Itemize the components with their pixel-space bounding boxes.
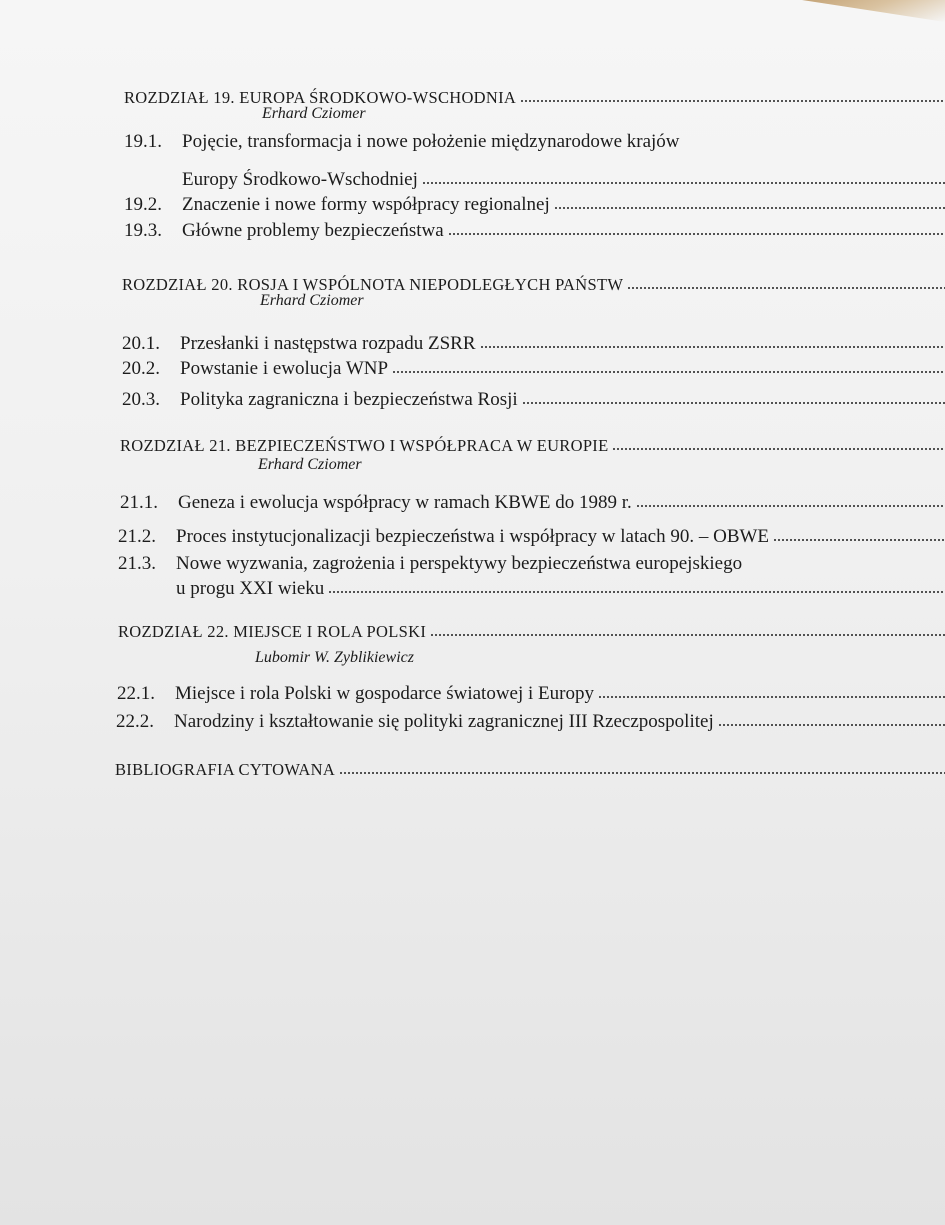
bibliography-heading [115, 760, 945, 780]
section-title: Powstanie i ewolucja WNP [180, 358, 389, 379]
leader-dots [328, 590, 945, 594]
chapter-heading [120, 436, 945, 456]
section-number: 21.3. [118, 553, 156, 574]
chapter-heading [122, 275, 945, 295]
leader-dots [430, 633, 945, 637]
chapter-author: Lubomir W. Zyblikiewicz [255, 649, 414, 666]
leader-dots [718, 723, 945, 727]
toc-entry [176, 578, 945, 600]
leader-dots [773, 538, 945, 542]
chapter-title: ROZDZIAŁ 19. EUROPA ŚRODKOWO-WSCHODNIA [124, 88, 517, 107]
leader-dots [480, 345, 945, 349]
section-number: 19.3. [124, 220, 162, 241]
section-number: 22.2. [116, 711, 154, 732]
section-title: Przesłanki i następstwa rozpadu ZSRR [180, 333, 476, 354]
toc-entry [120, 492, 945, 514]
page-corner-edge [725, 0, 945, 22]
section-title-line: Nowe wyzwania, zagrożenia i perspektywy bezpieczeństwa europejskiego [176, 553, 743, 574]
leader-dots [636, 504, 945, 508]
section-title: Główne problemy bezpieczeństwa [182, 220, 444, 241]
chapter-title: ROZDZIAŁ 20. ROSJA I WSPÓLNOTA NIEPODLEGŁYCH PAŃSTW [122, 275, 624, 294]
chapter-title: ROZDZIAŁ 22. MIEJSCE I ROLA POLSKI [118, 622, 427, 641]
section-number: 22.1. [117, 683, 155, 704]
section-title: Znaczenie i nowe formy współpracy regionalnej [182, 194, 550, 215]
toc-entry [116, 711, 945, 733]
section-number: 20.3. [122, 389, 160, 410]
chapter-author: Erhard Cziomer [262, 105, 366, 122]
leader-dots [392, 370, 945, 374]
chapter-author: Erhard Cziomer [258, 456, 362, 473]
section-title: Polityka zagraniczna i bezpieczeństwa Rosji [180, 389, 518, 410]
section-number: 21.2. [118, 526, 156, 547]
section-number: 19.1. [124, 131, 162, 152]
toc-entry [118, 526, 945, 548]
leader-dots [448, 232, 945, 236]
chapter-heading [124, 88, 945, 108]
section-title: Narodziny i kształtowanie się polityki zagranicznej III Rzeczpospolitej [174, 711, 714, 732]
section-title-line: Pojęcie, transformacja i nowe położenie międzynarodowe krajów [182, 131, 680, 152]
toc-entry-line [118, 553, 742, 575]
toc-entry [122, 358, 945, 380]
toc-entry-line [124, 131, 680, 153]
section-title: Geneza i ewolucja współpracy w ramach KBWE do 1989 r. [178, 492, 632, 513]
leader-dots [612, 447, 945, 451]
leader-dots [522, 401, 945, 405]
section-number: 19.2. [124, 194, 162, 215]
section-title: Proces instytucjonalizacji bezpieczeństwa i współpracy w latach 90. – OBWE [176, 526, 770, 547]
chapter-heading [118, 622, 945, 642]
bibliography-title: BIBLIOGRAFIA CYTOWANA [115, 760, 336, 779]
section-title: Europy Środkowo-Wschodniej [182, 169, 418, 190]
leader-dots [422, 181, 945, 185]
chapter-author: Erhard Cziomer [260, 292, 364, 309]
leader-dots [627, 286, 945, 290]
toc-entry [122, 333, 945, 355]
section-number: 20.2. [122, 358, 160, 379]
toc-entry [124, 220, 945, 242]
chapter-title: ROZDZIAŁ 21. BEZPIECZEŃSTWO I WSPÓŁPRACA W EUROPIE [120, 436, 609, 455]
section-number: 20.1. [122, 333, 160, 354]
section-number: 21.1. [120, 492, 158, 513]
leader-dots [598, 695, 945, 699]
toc-entry [124, 194, 945, 216]
leader-dots [339, 771, 945, 775]
section-title: u progu XXI wieku [176, 578, 325, 599]
toc-entry [117, 683, 945, 705]
section-title: Miejsce i rola Polski w gospodarce światowej i Europy [175, 683, 594, 704]
toc-entry [182, 169, 945, 191]
leader-dots [520, 99, 945, 103]
toc-entry [122, 389, 945, 411]
leader-dots [554, 206, 945, 210]
